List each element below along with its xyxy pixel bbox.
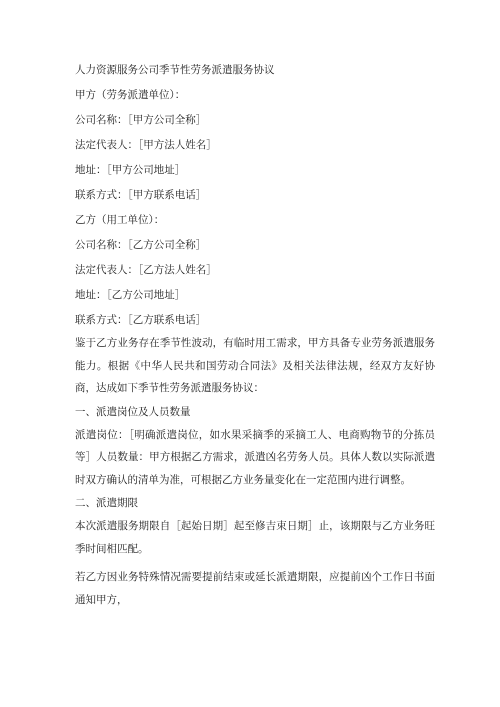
section-2-heading: 二、派遣期限 — [75, 497, 138, 509]
party-a-address: 地址：［甲方公司地址］ — [75, 164, 186, 176]
section-1-body: 派遣岗位：［明确派遣岗位，如水果采摘季的采摘工人、电商购物节的分拣员等］人员数量：甲方根据乙方需求，派遣凶名劳务人员。具体人数以实际派遣时双方确认的清单为准，可根据乙方业务量变化在一定范围内进行调整。 — [75, 428, 435, 486]
document-page — [75, 62, 435, 611]
party-a-contact: 联系方式：［甲方联系电话］ — [75, 189, 207, 201]
party-b-company: 公司名称：［乙方公司全称］ — [75, 239, 207, 251]
party-b-address: 地址：［乙方公司地址］ — [75, 289, 186, 301]
party-b-contact: 联系方式：［乙方联系电话］ — [75, 314, 207, 326]
party-b-heading: 乙方（用工单位）： — [75, 214, 165, 226]
section-1-heading: 一、派遣岗位及人员数量 — [75, 405, 191, 418]
section-2-body-1: 本次派遣服务期限自［起始日期］起至修吉束日期］止，该期限与乙方业务旺季时间相匹配。 — [75, 520, 435, 555]
preamble-paragraph: 鉴于乙方业务存在季节性波动，有临时用工需求，甲方具备专业劳务派遣服务能力。根据《中华人民共和国劳动合同法》及相关法律法规，经双方友好协商，达成如下季节性劳务派遣服务协议： — [75, 337, 435, 394]
party-b-legal-rep: 法定代表人：［乙方法人姓名］ — [75, 264, 217, 276]
party-a-company: 公司名称：［甲方公司全称］ — [75, 114, 207, 126]
party-a-legal-rep: 法定代表人：［甲方法人姓名］ — [75, 139, 217, 151]
document-title: 人力资源服务公司季节性劳务派遣服务协议 — [75, 64, 275, 76]
party-a-heading: 甲方（劳务派遣单位）： — [75, 89, 186, 101]
section-2-body-2: 若乙方因业务特殊情况需要提前结束或延长派遣期限，应提前凶个工作日书面通知甲方， — [75, 571, 435, 606]
